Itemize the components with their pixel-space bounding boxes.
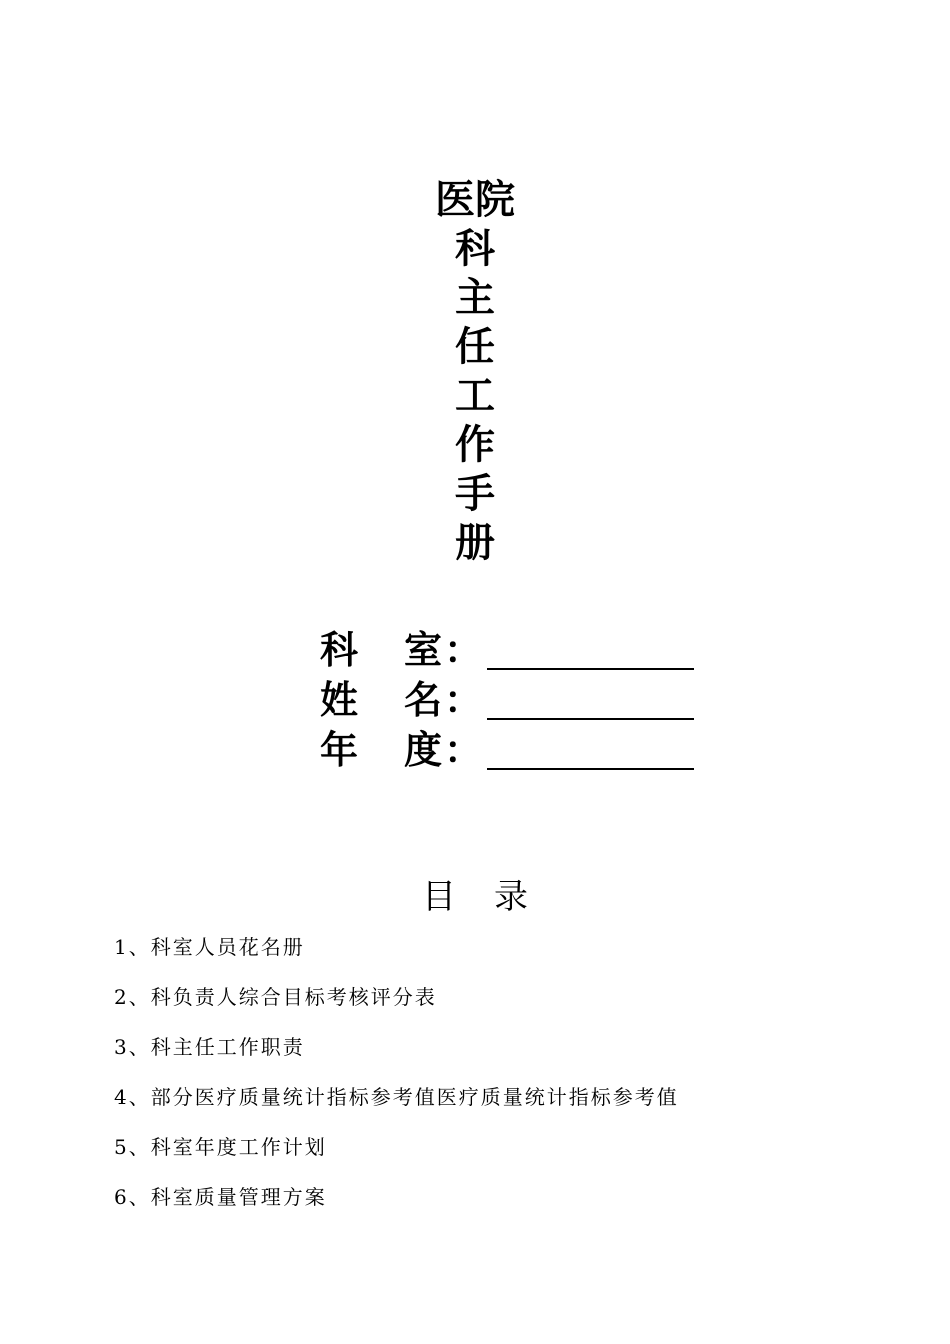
field-label-colon: ：	[444, 728, 483, 772]
field-label-char: 姓	[320, 678, 359, 722]
year-field	[320, 726, 720, 776]
cover-title-line: 任	[455, 324, 495, 370]
cover-title-line: 册	[455, 520, 495, 566]
department-field	[320, 626, 720, 676]
toc-heading-char: 目	[422, 877, 456, 917]
toc-item: 1、科室人员花名册	[114, 935, 305, 959]
year-blank-line	[487, 768, 694, 770]
toc-heading-char: 录	[494, 877, 528, 917]
cover-title-line: 主	[455, 275, 495, 321]
cover-fields	[320, 626, 720, 776]
toc-item: 6、科室质量管理方案	[114, 1185, 327, 1209]
name-field	[320, 676, 720, 726]
cover-title-line: 医院	[435, 177, 515, 223]
cover-title-line: 作	[455, 422, 495, 468]
toc-item: 4、部分医疗质量统计指标参考值医疗质量统计指标参考值	[114, 1085, 679, 1109]
field-label-char: 科	[320, 628, 359, 672]
field-label-char: 室	[404, 628, 443, 672]
name-blank-line	[487, 718, 694, 720]
cover-title-line: 科	[455, 226, 495, 272]
toc-list	[114, 932, 894, 1232]
cover-title	[0, 176, 950, 568]
toc-item: 2、科负责人综合目标考核评分表	[114, 985, 437, 1009]
field-label-colon: ：	[444, 628, 483, 672]
toc-item: 5、科室年度工作计划	[114, 1135, 327, 1159]
toc-item: 3、科主任工作职责	[114, 1035, 305, 1059]
toc-heading	[0, 874, 950, 920]
cover-title-line: 工	[455, 373, 495, 419]
field-label-char: 度	[404, 728, 443, 772]
field-label-char: 年	[320, 728, 359, 772]
cover-title-line: 手	[455, 471, 495, 517]
field-label-char: 名	[404, 678, 443, 722]
field-label-colon: ：	[444, 678, 483, 722]
department-blank-line	[487, 668, 694, 670]
